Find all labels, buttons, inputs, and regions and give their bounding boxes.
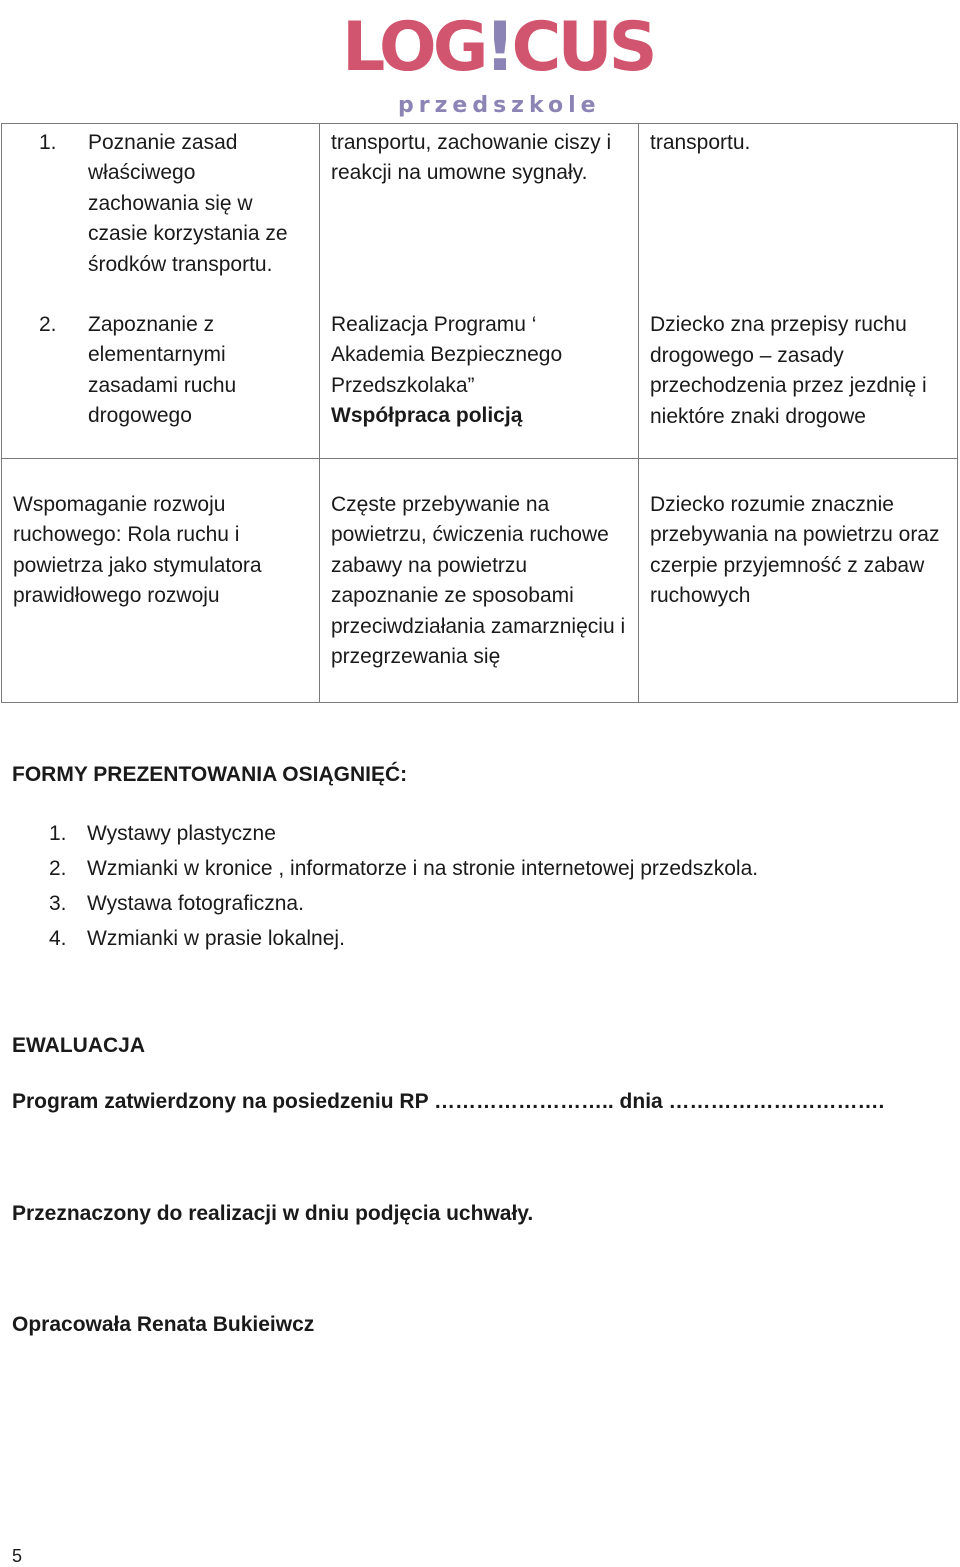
cell-text: Realizacja Programu ‘ Akademia Bezpiecznego Przedszkolaka” bbox=[331, 312, 563, 397]
logo-wordmark: LOG!CUS bbox=[342, 8, 654, 87]
author-line: Opracowała Renata Bukieiwcz bbox=[12, 1313, 315, 1336]
list-item: 1. Poznanie zasad właściwego zachowania się w czasie korzystania ze środków transportu. bbox=[39, 131, 288, 276]
cell-text: Dziecko rozumie znacznie przebywania na powietrzu oraz czerpie przyjemność z zabaw ruchowych bbox=[650, 493, 940, 608]
table-cell-outcomes bbox=[639, 459, 958, 703]
cell-text: transportu, zachowanie ciszy i reakcji na umowne sygnały. bbox=[331, 131, 612, 185]
table-cell-methods bbox=[320, 124, 639, 459]
cell-text: Dziecko zna przepisy ruchu drogowego – zasady przechodzenia przez jezdnię i niektóre znaki drogowe bbox=[650, 313, 927, 428]
cell-text-bold: Współpraca policją bbox=[331, 404, 523, 428]
table-cell-methods bbox=[320, 459, 639, 703]
table-cell-goals bbox=[2, 459, 320, 703]
logo-subtitle: przedszkole bbox=[398, 93, 601, 118]
cell-text: Wspomaganie rozwoju ruchowego: Rola ruchu i powietrza jako stymulatora prawidłowego rozwoju bbox=[13, 493, 262, 608]
logicus-logo bbox=[336, 4, 654, 122]
program-table bbox=[1, 123, 958, 703]
approval-line: Program zatwierdzony na posiedzeniu RP …………………….. dnia …………………………. bbox=[12, 1090, 885, 1113]
list-item: 2. Zapoznanie z elementarnymi zasadami ruchu drogowego bbox=[39, 313, 237, 428]
table-row bbox=[2, 124, 958, 459]
table-cell-outcomes bbox=[639, 124, 958, 459]
cell-text: transportu. bbox=[650, 131, 751, 154]
forms-heading: FORMY PREZENTOWANIA OSIĄGNIĘĆ: bbox=[12, 763, 408, 786]
page-number: 5 bbox=[12, 1546, 23, 1566]
evaluation-heading: EWALUACJA bbox=[12, 1034, 146, 1057]
realization-note: Przeznaczony do realizacji w dniu podjęcia uchwały. bbox=[12, 1202, 534, 1225]
table-cell-goals bbox=[2, 124, 320, 459]
table-row bbox=[2, 459, 958, 703]
cell-text: Częste przebywanie na powietrzu, ćwiczenia ruchowe zabawy na powietrzu zapoznanie ze sposobami przeciwdziałania zamarznięciu i przegrzewania się bbox=[331, 493, 626, 669]
